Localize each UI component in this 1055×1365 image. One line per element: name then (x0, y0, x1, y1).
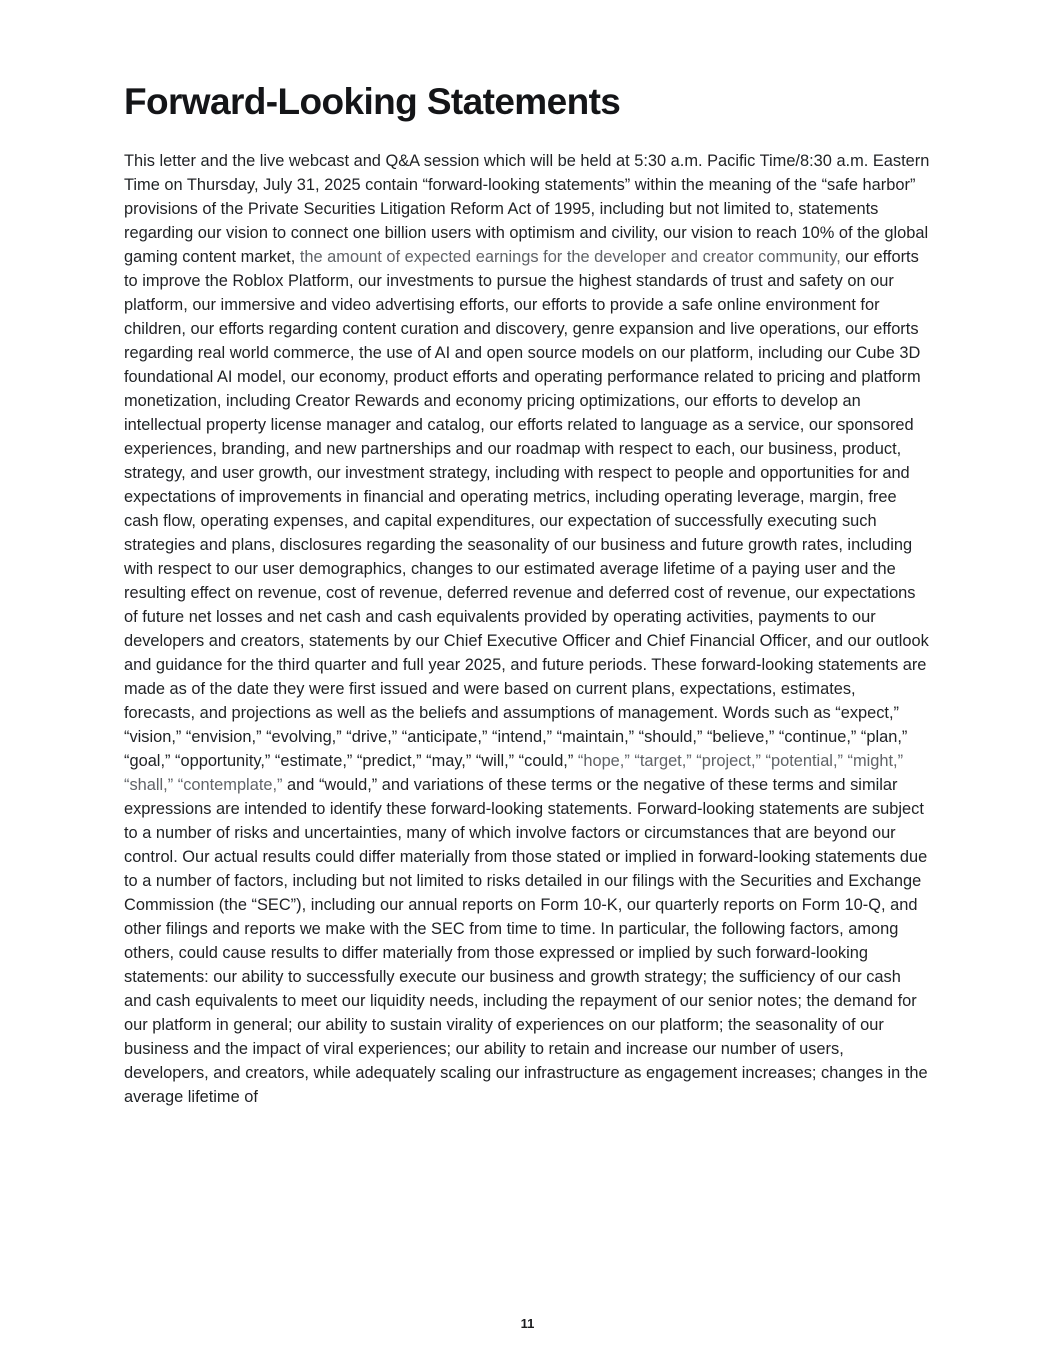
document-content (124, 80, 931, 1109)
body-paragraph (124, 149, 931, 1109)
muted-text-segment: the amount of expected earnings for the developer and creator community, (299, 248, 841, 266)
text-segment: our efforts to improve the Roblox Platform, our investments to pursue the highest standards of trust and safety on our platform, our immersive and video advertising efforts, our efforts to provide a safe online environment for children, our efforts regarding content curation and discovery, genre expansion and live operations, our efforts regarding real world commerce, the use of AI and open source models on our platform, including our Cube 3D foundational AI model, our economy, product efforts and operating performance related to pricing and platform monetization, including Creator Rewards and economy pricing optimizations, our efforts to develop an intellectual property license manager and catalog, our efforts related to language as a service, our sponsored experiences, branding, and new partnerships and our roadmap with respect to each, our business, product, strategy, and user growth, our investment strategy, including with respect to people and opportunities for and expectations of improvements in financial and operating metrics, including operating leverage, margin, free cash flow, operating expenses, and capital expenditures, our expectation of successfully executing such strategies and plans, disclosures regarding the seasonality of our business and future growth rates, including with respect to our user demographics, changes to our estimated average lifetime of a paying user and the resulting effect on revenue, cost of revenue, deferred revenue and deferred cost of revenue, our expectations of future net losses and net cash and cash equivalents provided by operating activities, payments to our developers and creators, statements by our Chief Executive Officer and Chief Financial Officer, and our outlook and guidance for the third quarter and full year 2025, and future periods. These forward-looking statements are made as of the date they were first issued and were based on current plans, expectations, estimates, forecasts, and projections as well as the beliefs and assumptions of management. Words such as “expect,” “vision,” “envision,” “evolving,” “drive,” “anticipate,” “intend,” “maintain,” “should,” “believe,” “continue,” “plan,” “goal,” “opportunity,” “estimate,” “predict,” “may,” “will,” “could,” (124, 248, 929, 770)
muted-text-segment: “hope,” “target,” “project,” “potential,” “might,” “shall,” “contemplate,” (124, 752, 904, 794)
page-number: 11 (520, 1316, 535, 1331)
text-segment: and “would,” and variations of these terms or the negative of these terms and similar expressions are intended to identify these forward-looking statements. Forward-looking statements are subject to a number of risks and uncertainties, many of which involve factors or circumstances that are beyond our control. Our actual results could differ materially from those stated or implied in forward-looking statements due to a number of factors, including but not limited to risks detailed in our filings with the Securities and Exchange Commission (the “SEC”), including our annual reports on Form 10-K, our quarterly reports on Form 10-Q, and other filings and reports we make with the SEC from time to time. In particular, the following factors, among others, could cause results to differ materially from those expressed or implied by such forward-looking statements: our ability to successfully execute our business and growth strategy; the sufficiency of our cash and cash equivalents to meet our liquidity needs, including the repayment of our senior notes; the demand for our platform in general; our ability to sustain virality of experiences on our platform; the seasonality of our business and the impact of viral experiences; our ability to retain and increase our number of users, developers, and creators, while adequately scaling our infrastructure as engagement increases; changes in the average lifetime of (124, 776, 928, 1106)
text-segment: This letter and the live webcast and Q&A session which will be held at 5:30 a.m. Pacific Time/8:30 a.m. Eastern Time on Thursday, July 31, 2025 contain “forward-looking statements” within the meaning of the “safe harbor” provisions of the Private Securities Litigation Reform Act of 1995, including but not limited to, statements regarding our vision to connect one billion users with optimism and civility, our vision to reach 10% of the global gaming content market, (124, 152, 930, 266)
page-title: Forward-Looking Statements (124, 81, 621, 122)
